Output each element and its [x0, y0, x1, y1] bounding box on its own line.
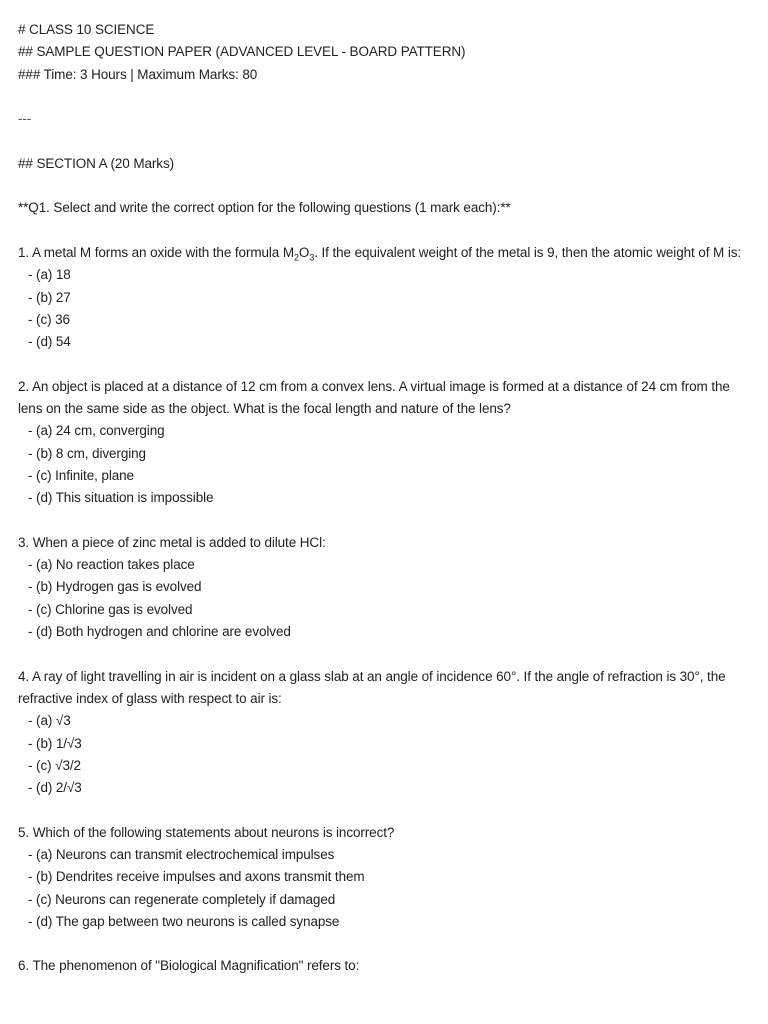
doc-title: # CLASS 10 SCIENCE — [18, 22, 155, 37]
section-heading: ## SECTION A (20 Marks) — [18, 155, 174, 171]
question-text: 1. A metal M forms an oxide with the formula $M_2O_3$. If the equivalent weight of the metal is 9, then the atomic weight of M is: — [18, 244, 742, 263]
option-a: - (a) No reaction takes place — [28, 557, 195, 573]
option-b: - (b) 8 cm, diverging — [28, 445, 146, 461]
option-a: - (a) Neurons can transmit electrochemical impulses — [28, 846, 335, 862]
option-c: - (c) Chlorine gas is evolved — [28, 601, 193, 617]
option-d: - (d) 2/√3 — [28, 780, 82, 796]
option-c: - (c) Neurons can regenerate completely if damaged — [28, 891, 336, 907]
horizontal-rule: --- — [18, 111, 32, 127]
option-b: - (b) Hydrogen gas is evolved — [28, 579, 202, 595]
option-d: - (d) This situation is impossible — [28, 490, 214, 506]
question-text: 3. When a piece of zinc metal is added to dilute HCl: — [18, 534, 326, 550]
question-5 — [18, 822, 750, 933]
question-1 — [18, 242, 750, 353]
option-d: - (d) 54 — [28, 334, 71, 350]
question-4 — [18, 666, 750, 800]
question-6 — [18, 955, 750, 977]
option-d: - (d) Both hydrogen and chlorine are evolved — [28, 624, 291, 640]
option-c: - (c) Infinite, plane — [28, 467, 134, 483]
question-2 — [18, 376, 750, 510]
option-c: - (c) √3/2 — [28, 757, 81, 773]
option-d: - (d) The gap between two neurons is called synapse — [28, 913, 340, 929]
question-text: 5. Which of the following statements about neurons is incorrect? — [18, 824, 395, 840]
question-3 — [18, 532, 750, 643]
question-text: 6. The phenomenon of "Biological Magnification" refers to: — [18, 958, 360, 974]
question-text: 4. A ray of light travelling in air is incident on a glass slab at an angle of incidence 60°. If the angle of refraction is 30°, the refractive index of glass with respect to air is: — [18, 668, 726, 706]
question-text: 2. An object is placed at a distance of 12 cm from a convex lens. A virtual image is formed at a distance of 24 cm from the lens on the same side as the object. What is the focal length and nature of the lens? — [18, 378, 730, 417]
option-b: - (b) 1/√3 — [28, 735, 82, 751]
option-a: - (a) √3 — [28, 713, 71, 729]
option-c: - (c) 36 — [28, 311, 70, 327]
section-instruction: **Q1. Select and write the correct option for the following questions (1 mark each):** — [18, 200, 511, 216]
option-b: - (b) 27 — [28, 289, 71, 305]
option-a: - (a) 24 cm, converging — [28, 423, 165, 439]
paper-subtitle: ## SAMPLE QUESTION PAPER (ADVANCED LEVEL - BOARD PATTERN) — [18, 44, 466, 60]
option-a: - (a) 18 — [28, 267, 71, 283]
option-b: - (b) Dendrites receive impulses and axons transmit them — [28, 869, 365, 885]
time-marks: ### Time: 3 Hours | Maximum Marks: 80 — [18, 66, 258, 82]
